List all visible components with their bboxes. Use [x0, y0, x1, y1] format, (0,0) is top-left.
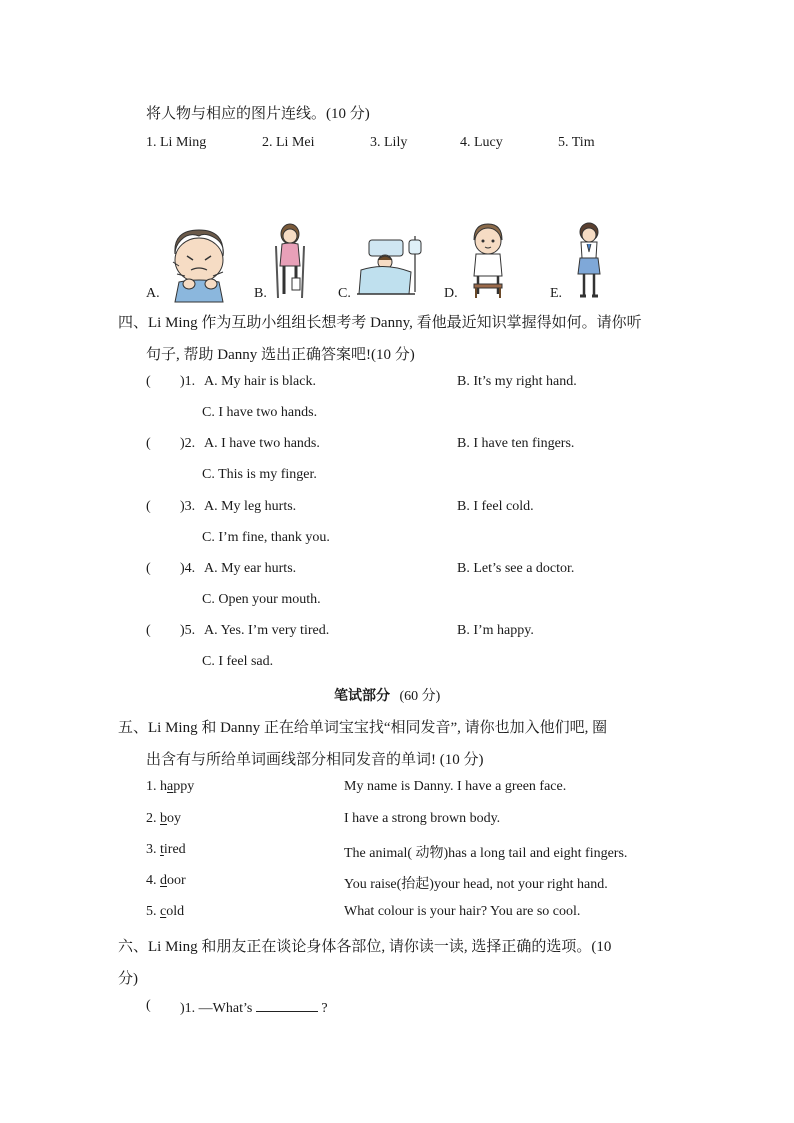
question-paren-open: (	[146, 499, 151, 514]
question-number: )1.	[180, 374, 196, 389]
question-number: )5.	[180, 623, 196, 638]
phonics-word: 4. door	[146, 873, 186, 888]
name-lily: 3. Lily	[370, 135, 408, 150]
option-a: A. Yes. I’m very tired.	[204, 623, 330, 638]
question-paren-open: (	[146, 561, 151, 576]
answer-blank[interactable]	[256, 998, 318, 1012]
underlined-letters: c	[160, 904, 167, 919]
question-paren-open: (	[146, 623, 151, 638]
picture-b-girl-with-crutches	[272, 222, 308, 302]
question-number: )4.	[180, 561, 196, 576]
picture-letter-e: E.	[550, 286, 563, 301]
written-part-score: (60 分)	[399, 689, 441, 704]
phonics-sentence: You raise(抬起)your head, not your right hand.	[344, 877, 608, 892]
phonics-sentence: The animal( 动物)has a long tail and eight fingers.	[344, 846, 628, 861]
name-tim: 5. Tim	[558, 135, 595, 150]
option-b: B. Let’s see a doctor.	[457, 561, 575, 576]
question-number: )2.	[180, 436, 196, 451]
section3-instruction: 将人物与相应的图片连线。(10 分)	[146, 106, 370, 122]
section6-intro-line1: 六、Li Ming 和朋友正在谈论身体各部位, 请你读一读, 选择正确的选项。(10	[118, 939, 612, 955]
phonics-sentence: What colour is your hair? You are so cool.	[344, 904, 581, 919]
option-c: C. I have two hands.	[202, 405, 318, 420]
phonics-word: 5. cold	[146, 904, 185, 919]
question-paren-open: (	[146, 436, 151, 451]
option-c: C. I’m fine, thank you.	[202, 530, 330, 545]
option-b: B. I’m happy.	[457, 623, 534, 638]
option-b: B. It’s my right hand.	[457, 374, 577, 389]
written-part-title: 笔试部分	[334, 688, 390, 704]
section6-intro-line2: 分)	[118, 971, 138, 987]
option-c: C. I feel sad.	[202, 654, 274, 669]
option-a: A. I have two hands.	[204, 436, 320, 451]
picture-e-girl-standing	[574, 222, 604, 302]
phonics-word: 3. tired	[146, 842, 186, 857]
section6-q1-paren: (	[146, 998, 151, 1013]
option-a: A. My leg hurts.	[204, 499, 297, 514]
picture-letter-d: D.	[444, 286, 458, 301]
section4-intro-line2: 句子, 帮助 Danny 选出正确答案吧!(10 分)	[146, 347, 415, 363]
picture-letter-c: C.	[338, 286, 351, 301]
question-paren-open: (	[146, 374, 151, 389]
underlined-letters: d	[160, 873, 167, 888]
phonics-word: 1. happy	[146, 779, 195, 794]
phonics-word: 2. boy	[146, 811, 181, 826]
picture-letter-a: A.	[146, 286, 160, 301]
picture-a-crying-boy	[165, 226, 235, 302]
option-a: A. My ear hurts.	[204, 561, 297, 576]
option-c: C. Open your mouth.	[202, 592, 321, 607]
name-li-ming: 1. Li Ming	[146, 135, 207, 150]
underlined-letters: b	[160, 811, 167, 826]
name-li-mei: 2. Li Mei	[262, 135, 315, 150]
phonics-sentence: My name is Danny. I have a green face.	[344, 779, 567, 794]
option-b: B. I feel cold.	[457, 499, 534, 514]
name-lucy: 4. Lucy	[460, 135, 503, 150]
section6-q1: )1. —What’s ?	[180, 998, 328, 1017]
phonics-sentence: I have a strong brown body.	[344, 811, 501, 826]
section5-intro-line2: 出含有与所给单词画线部分相同发音的单词! (10 分)	[146, 752, 484, 768]
underlined-letters: t	[160, 842, 164, 857]
option-b: B. I have ten fingers.	[457, 436, 575, 451]
question-number: )3.	[180, 499, 196, 514]
section5-intro-line1: 五、Li Ming 和 Danny 正在给单词宝宝找“相同发音”, 请你也加入他们吧, 圈	[118, 720, 608, 736]
picture-c-patient-in-bed	[355, 232, 431, 302]
written-part-heading	[334, 685, 440, 705]
underlined-letters: a	[167, 779, 174, 794]
picture-letter-b: B.	[254, 286, 267, 301]
option-c: C. This is my finger.	[202, 467, 317, 482]
picture-d-boy-sitting	[468, 222, 508, 302]
section4-intro-line1: 四、Li Ming 作为互助小组组长想考考 Danny, 看他最近知识掌握得如何。请你听	[118, 315, 642, 331]
option-a: A. My hair is black.	[204, 374, 316, 389]
